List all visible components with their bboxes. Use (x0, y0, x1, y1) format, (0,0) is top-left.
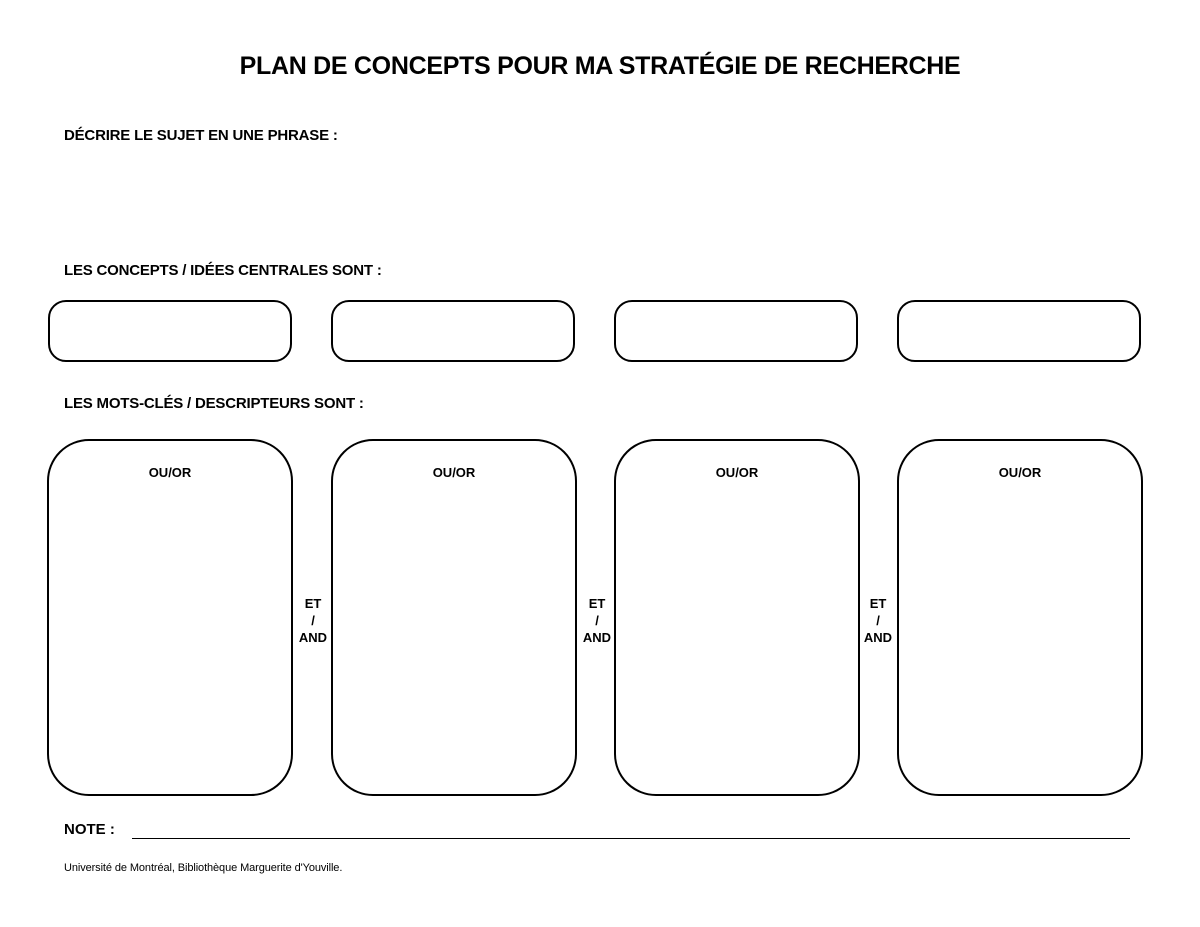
keyword-box-3[interactable] (614, 439, 860, 796)
connector-bottom: AND (298, 630, 328, 645)
and-connector-2 (577, 595, 617, 646)
note-label: NOTE : (64, 821, 115, 838)
describe-subject-label: DÉCRIRE LE SUJET EN UNE PHRASE : (64, 127, 338, 144)
connector-middle: / (311, 613, 315, 628)
connector-top: ET (304, 596, 322, 611)
page-title: PLAN DE CONCEPTS POUR MA STRATÉGIE DE RECHERCHE (239, 52, 961, 80)
note-line[interactable] (132, 838, 1130, 839)
concept-box-2[interactable] (331, 300, 575, 362)
or-label: OU/OR (715, 465, 759, 480)
and-connector-3 (858, 595, 898, 646)
connector-middle: / (876, 613, 880, 628)
keywords-label: LES MOTS-CLÉS / DESCRIPTEURS SONT : (64, 395, 364, 412)
keyword-box-1[interactable] (47, 439, 293, 796)
keyword-box-2[interactable] (331, 439, 577, 796)
concept-box-1[interactable] (48, 300, 292, 362)
footer-credit: Université de Montréal, Bibliothèque Marguerite d'Youville. (64, 862, 343, 874)
or-label: OU/OR (432, 465, 476, 480)
and-connector-1 (293, 595, 333, 646)
or-label: OU/OR (998, 465, 1042, 480)
concepts-label: LES CONCEPTS / IDÉES CENTRALES SONT : (64, 262, 382, 279)
concept-box-3[interactable] (614, 300, 858, 362)
connector-bottom: AND (582, 630, 612, 645)
connector-top: ET (869, 596, 887, 611)
concept-box-4[interactable] (897, 300, 1141, 362)
connector-top: ET (588, 596, 606, 611)
connector-bottom: AND (863, 630, 893, 645)
or-label: OU/OR (148, 465, 192, 480)
connector-middle: / (595, 613, 599, 628)
keyword-box-4[interactable] (897, 439, 1143, 796)
